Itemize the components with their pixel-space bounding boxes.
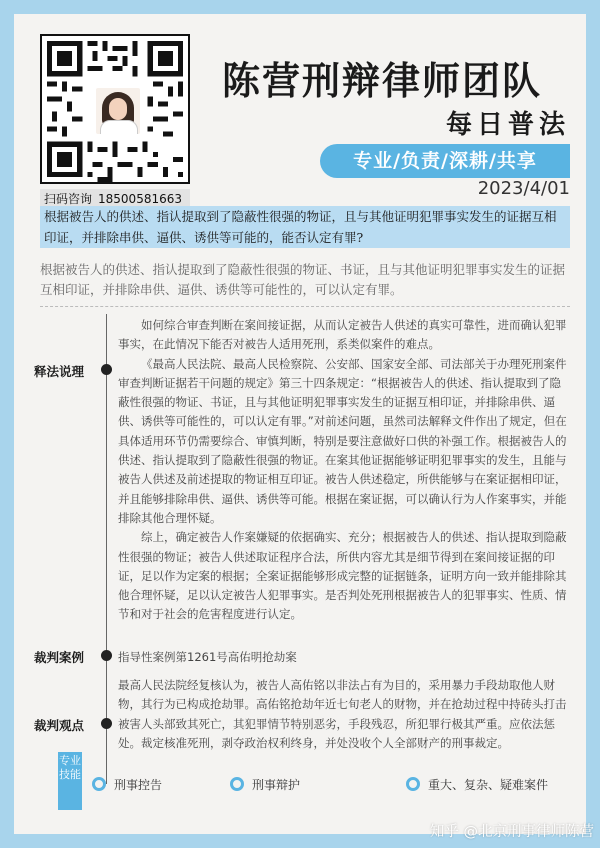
skill-label: 刑事辩护 — [252, 777, 301, 792]
source-watermark: 知乎 @北京刑事律师陈营 — [429, 824, 594, 840]
contact-phone[interactable]: 18500581663 — [98, 192, 182, 206]
timeline-line — [106, 314, 107, 784]
section-label-interpretation: 释法说理 — [34, 364, 85, 379]
skill-label: 重大、复杂、疑难案件 — [428, 777, 549, 792]
ring-icon — [406, 777, 420, 791]
daily-law-subtitle: 每日普法 — [445, 110, 570, 140]
poster-card — [14, 14, 586, 834]
interpretation-paragraph: 《最高人民法院、最高人民检察院、公安部、国家安全部、司法部关于办理死刑案件审查判断证据若干问题的规定》第三十四条规定：“根据被告人的供述、指认提取到了隐蔽性很强的物证、书证，且与其他证明犯罪事实发生的证据互相印证，并排除串供、逼供、诱供等可能性的，可以认定有罪。”对前述问题，虽然司法解释文件作出了规定，但在具体适用环节仍需要综合、审慎判断，特别是要注意做好口供的补强工作。根据被告人的供述、指认提取到了隐蔽性很强的物证。在案其他证据能够证明犯罪事实的发生，且能与被告人供述及前述提取的物证相互印证。被告人供述稳定，所供能够与在案证据相印证，并且能够排除串供、逼供、诱供等可能。根据在案证据，可以确认行为人作案事实，并能排除其他合理怀疑。 — [118, 356, 567, 525]
section-label-case: 裁判案例 — [34, 650, 85, 665]
interpretation-paragraph: 综上，确定被告人作案嫌疑的依据确实、充分；根据被告人的供述、指认提取到隐蔽性很强的物证；被告人供述取证程序合法，所供内容尤其是细节得到在案间接证据的印证，足以作为定案的根据；全案证据能够形成完整的证据链条，证明方向一致并能排除其他合理怀疑，足以认定被告人犯罪事实。是否判处死刑根据被告人的犯罪事实、性质、情节和对于社会的危害程度进行认定。 — [118, 530, 567, 622]
team-title: 陈营刑辩律师团队 — [222, 58, 543, 103]
ruling-body — [118, 676, 570, 753]
skill-item — [230, 774, 300, 794]
skill-label: 刑事控告 — [114, 777, 163, 792]
skills-tag: 专业技能 — [58, 752, 82, 810]
case-body — [118, 648, 570, 667]
contact-label: 扫码咨询 — [44, 192, 93, 206]
timeline-dot — [101, 650, 112, 661]
ruling-text: 最高人民法院经复核认为，被告人高佑铭以非法占有为目的，采用暴力手段劫取他人财物，其行为已构成抢劫罪。高佑铭抢劫年近七旬老人的财物，并在抢劫过程中持砖头打击被害人头部致其死亡，其犯罪情节特别恶劣，手段残忍，所犯罪行极其严重。应依法惩处。裁定核准死刑，剥夺政治权利终身，并处没收个人全部财产的刑事裁定。 — [118, 678, 567, 750]
timeline-dot — [101, 718, 112, 729]
ring-icon — [230, 777, 244, 791]
interpretation-body — [118, 316, 570, 625]
skill-item — [92, 774, 162, 794]
skill-item — [406, 774, 548, 794]
timeline-dot — [101, 364, 112, 375]
interpretation-paragraph: 如何综合审查判断在案间接证据，从而认定被告人供述的真实可靠性，进而确认犯罪事实，在此情况下能否对被告人适用死刑，系类似案件的难点。 — [118, 318, 567, 352]
answer-text: 根据被告人的供述、指认提取到了隐蔽性很强的物证、书证，且与其他证明犯罪事实发生的证据互相印证，并排除串供、逼供、诱供等可能性的，可以认定有罪。 — [40, 262, 566, 297]
post-date: 2023/4/01 — [477, 178, 570, 199]
question-box: 根据被告人的供述、指认提取到了隐蔽性很强的物证，且与其他证明犯罪事实发生的证据互相印证，并排除串供、逼供、诱供等可能的，能否认定有罪? — [40, 206, 570, 248]
section-divider — [40, 306, 570, 307]
section-label-ruling: 裁判观点 — [34, 718, 85, 733]
slogan-banner: 专业/负责/深耕/共享 — [320, 144, 570, 178]
ring-icon — [92, 777, 106, 791]
case-text: 指导性案例第1261号高佑明抢劫案 — [118, 650, 297, 664]
